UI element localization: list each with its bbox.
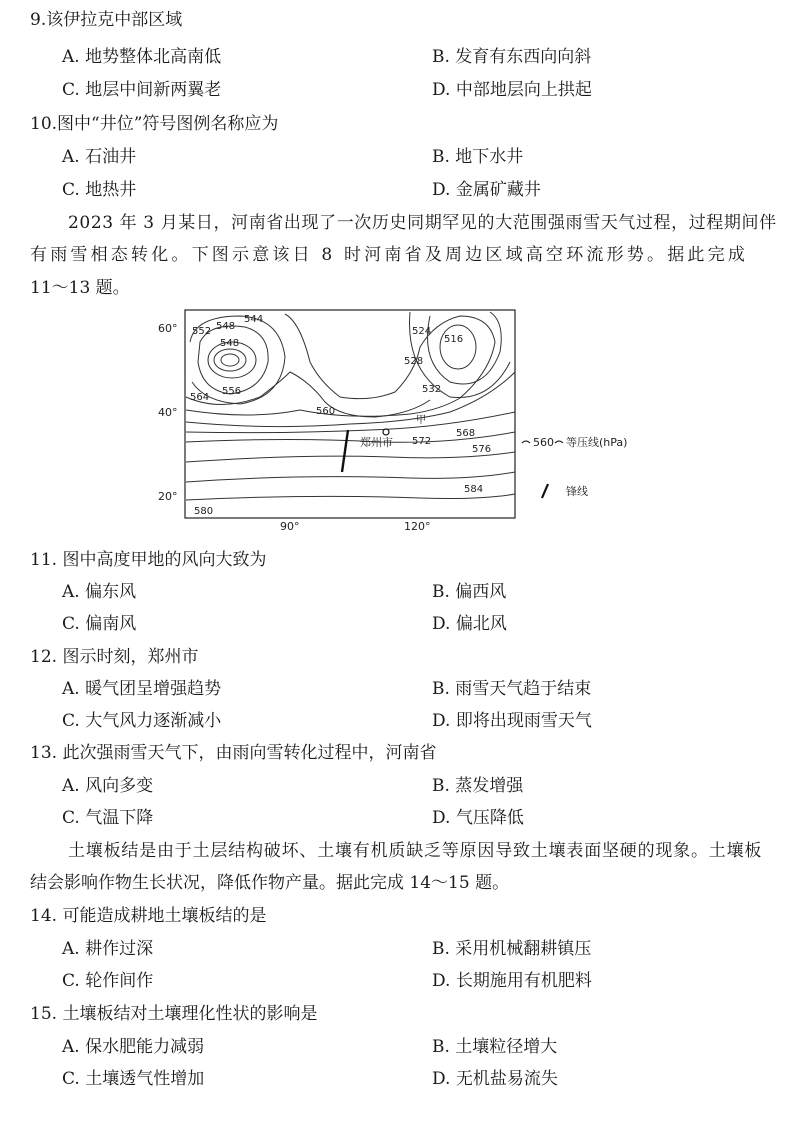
intro-paragraph-line-2: 有雨雪相态转化。下图示意该日 8 时河南省及周边区域高空环流形势。据此完成: [30, 245, 749, 265]
intro2-paragraph-line-2: 结会影响作物生长状况，降低作物产量。据此完成 14～15 题。: [30, 873, 510, 893]
q13-option-b[interactable]: B. 蒸发增强: [432, 776, 524, 796]
q15-option-c[interactable]: C. 土壤透气性增加: [62, 1069, 205, 1089]
q15-option-b[interactable]: B. 土壤粒径增大: [432, 1037, 558, 1057]
q14-option-d[interactable]: D. 长期施用有机肥料: [432, 971, 592, 991]
q10-option-d[interactable]: D. 金属矿藏井: [432, 180, 541, 200]
q9-option-b[interactable]: B. 发育有东西向向斜: [432, 47, 592, 67]
lon-label-90: 90°: [280, 520, 300, 532]
q13-option-a[interactable]: A. 风向多变: [62, 776, 154, 796]
q13-option-d[interactable]: D. 气压降低: [432, 808, 524, 828]
q11-option-c[interactable]: C. 偏南风: [62, 614, 137, 634]
lat-label-60: 60°: [158, 322, 178, 335]
q12-option-b[interactable]: B. 雨雪天气趋于结束: [432, 679, 592, 699]
contour-label: 516: [444, 334, 464, 345]
q14-stem: 14. 可能造成耕地土壤板结的是: [30, 906, 267, 926]
legend-isobar-label: 等压线(hPa): [566, 436, 628, 449]
contour-label: 568: [456, 428, 476, 439]
q14-option-a[interactable]: A. 耕作过深: [62, 939, 154, 959]
lat-label-40: 40°: [158, 406, 178, 419]
q15-option-d[interactable]: D. 无机盐易流失: [432, 1069, 558, 1089]
q9-stem: 9.该伊拉克中部区域: [30, 10, 183, 30]
lat-label-20: 20°: [158, 490, 178, 503]
q12-stem: 12. 图示时刻，郑州市: [30, 647, 199, 667]
q11-option-d[interactable]: D. 偏北风: [432, 614, 507, 634]
zhengzhou-label: 郑州市: [360, 436, 393, 449]
q15-stem: 15. 土壤板结对土壤理化性状的影响是: [30, 1004, 318, 1024]
q9-option-c[interactable]: C. 地层中间新两翼老: [62, 80, 222, 100]
contour-label: 580: [194, 506, 214, 517]
point-jia-label: 甲: [416, 415, 426, 426]
q10-option-c[interactable]: C. 地热井: [62, 180, 137, 200]
intro2-paragraph-line-1: 土壤板结是由于土层结构破坏、土壤有机质缺乏等原因导致土壤表面坚硬的现象。土壤板: [68, 841, 763, 861]
isobar-map-figure: [150, 302, 640, 532]
q11-option-b[interactable]: B. 偏西风: [432, 582, 507, 602]
zhengzhou-marker: [383, 429, 389, 435]
q14-option-b[interactable]: B. 采用机械翻耕镇压: [432, 939, 592, 959]
q10-stem: 10.图中“井位”符号图例名称应为: [30, 114, 279, 134]
legend-front-symbol: [542, 484, 548, 498]
isobar-map: [150, 302, 640, 532]
q12-option-d[interactable]: D. 即将出现雨雪天气: [432, 711, 592, 731]
q9-option-a[interactable]: A. 地势整体北高南低: [62, 47, 222, 67]
legend-isobar-value: 560: [533, 436, 554, 449]
legend-front-label: 锋线: [566, 485, 588, 498]
q12-option-a[interactable]: A. 暖气团呈增强趋势: [62, 679, 222, 699]
q14-option-c[interactable]: C. 轮作间作: [62, 971, 154, 991]
contour-label: 564: [190, 392, 210, 403]
contour-label: 556: [222, 386, 242, 397]
intro-paragraph-line-3: 11～13 题。: [30, 278, 130, 298]
q13-stem: 13. 此次强雨雪天气下，由雨向雪转化过程中，河南省: [30, 743, 437, 763]
q11-option-a[interactable]: A. 偏东风: [62, 582, 137, 602]
contour-label: 544: [244, 314, 264, 325]
q12-option-c[interactable]: C. 大气风力逐渐减小: [62, 711, 222, 731]
contour-label: 524: [412, 326, 432, 337]
intro-paragraph-line-1: 2023 年 3 月某日，河南省出现了一次历史同期罕见的大范围强雨雪天气过程，过程期间伴: [68, 213, 777, 233]
contour-label: 560: [316, 406, 336, 417]
contour-label: 548: [216, 321, 236, 332]
contour-label: 548: [220, 338, 240, 349]
legend-isobar-symbol: [522, 441, 530, 443]
q13-option-c[interactable]: C. 气温下降: [62, 808, 154, 828]
contour-label: 584: [464, 484, 484, 495]
q15-option-a[interactable]: A. 保水肥能力减弱: [62, 1037, 205, 1057]
q9-option-d[interactable]: D. 中部地层向上拱起: [432, 80, 592, 100]
lon-label-120: 120°: [404, 520, 431, 532]
front-line: [342, 430, 348, 472]
contour-label: 532: [422, 384, 442, 395]
q10-option-b[interactable]: B. 地下水井: [432, 147, 524, 167]
contour-label: 528: [404, 356, 424, 367]
contour-label: 552: [192, 326, 212, 337]
q11-stem: 11. 图中高度甲地的风向大致为: [30, 550, 267, 570]
contour-label: 572: [412, 436, 432, 447]
contour-label: 576: [472, 444, 492, 455]
q10-option-a[interactable]: A. 石油井: [62, 147, 137, 167]
